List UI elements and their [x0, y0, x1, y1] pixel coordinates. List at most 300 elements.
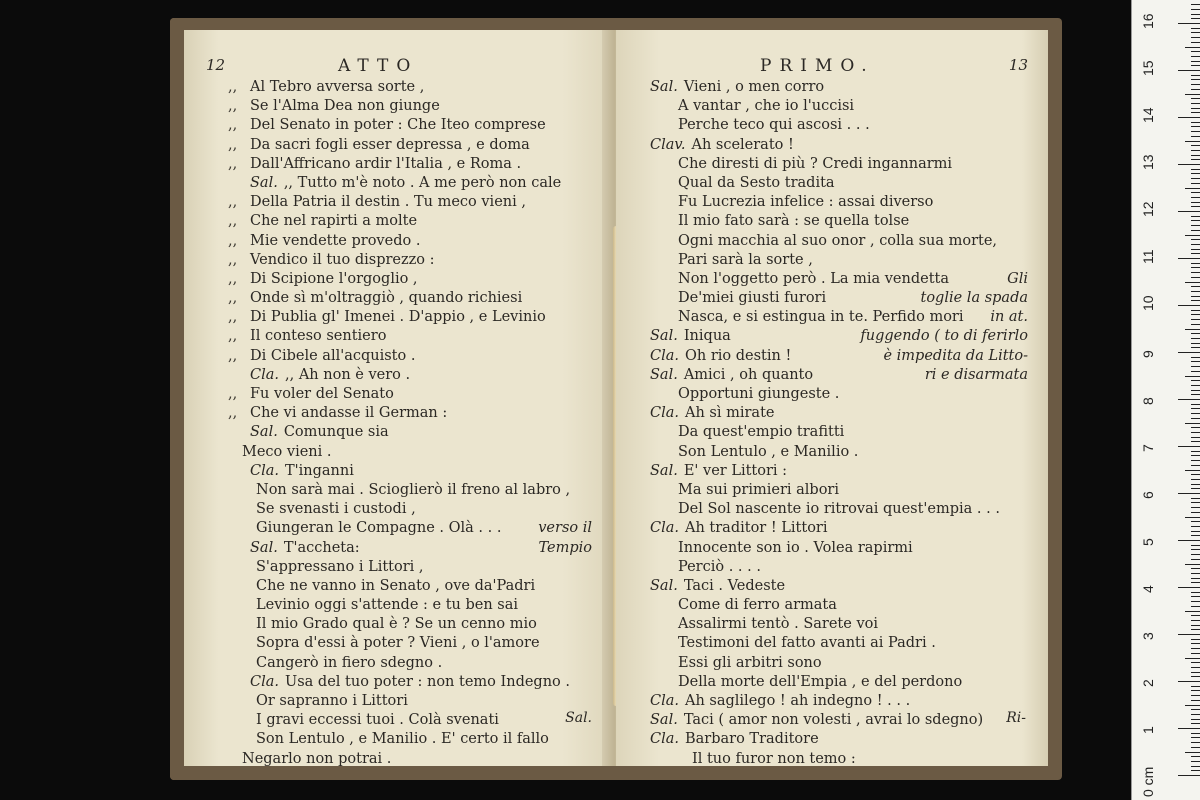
left-text-line — [228, 327, 594, 346]
right-text-line — [650, 289, 1030, 308]
right-text-line — [650, 711, 1030, 730]
ruler-tick — [1191, 28, 1200, 29]
ruler-tick — [1191, 159, 1200, 160]
verse-text: ,, Ah non è vero . — [285, 366, 411, 383]
stage-direction: toglie la spada — [920, 290, 1028, 307]
ruler-tick — [1185, 517, 1200, 518]
ruler-tick — [1191, 220, 1200, 221]
ruler-tick — [1191, 592, 1200, 593]
ruler-tick — [1191, 441, 1200, 442]
ruler-tick — [1178, 305, 1200, 306]
ruler-tick — [1191, 723, 1200, 724]
speaker-label: Sal. — [650, 712, 678, 729]
speaker-label: Clav. — [650, 136, 686, 153]
ruler-label: 15 — [1140, 60, 1156, 76]
right-catchword: Ri- — [1006, 710, 1026, 726]
ruler-tick — [1191, 714, 1200, 715]
verse-text: Che diresti di più ? Credi ingannarmi — [678, 155, 953, 172]
ruler-label: 4 — [1140, 585, 1156, 593]
ruler-tick — [1185, 752, 1200, 753]
stage-direction: fuggendo ( to di ferirlo — [860, 328, 1028, 345]
ruler-tick — [1185, 470, 1200, 471]
ruler-tick — [1191, 169, 1200, 170]
ruler-tick — [1191, 319, 1200, 320]
ruler-tick — [1191, 451, 1200, 452]
stage-direction: in at. — [990, 309, 1028, 326]
verse-text: Del Senato in poter : Che Iteo comprese — [250, 117, 546, 134]
ruler-tick — [1191, 112, 1200, 113]
ruler-label: 14 — [1140, 107, 1156, 123]
ruler-tick — [1191, 89, 1200, 90]
verse-text: Sopra d'essi à poter ? Vieni , o l'amore — [256, 635, 540, 652]
ruler-tick — [1191, 239, 1200, 240]
ruler-tick — [1191, 131, 1200, 132]
ruler-tick — [1191, 554, 1200, 555]
quote-mark: ,, — [228, 117, 238, 134]
verse-text: Della morte dell'Empia , e del perdono — [678, 673, 963, 690]
verse-text: Se l'Alma Dea non giunge — [250, 98, 440, 115]
verse-text: Da quest'empio trafitti — [678, 424, 845, 441]
ruler-tick — [1191, 300, 1200, 301]
left-text-line — [228, 385, 594, 404]
ruler-tick — [1178, 681, 1200, 682]
right-text-line — [650, 347, 1030, 366]
left-text-line — [228, 596, 594, 615]
verse-text: Oh rio destin ! — [685, 347, 792, 364]
right-text-line — [650, 443, 1030, 462]
verse-text: Se svenasti i custodi , — [256, 501, 416, 518]
ruler-tick — [1191, 37, 1200, 38]
ruler-tick — [1185, 94, 1200, 95]
left-text-line — [228, 116, 594, 135]
verse-text: Perciò . . . . — [678, 558, 761, 575]
ruler-label: 7 — [1140, 444, 1156, 452]
ruler-label: 3 — [1140, 632, 1156, 640]
speaker-label: Sal. — [650, 328, 678, 345]
left-text-line — [228, 347, 594, 366]
ruler-tick — [1191, 427, 1200, 428]
left-text-line — [228, 404, 594, 423]
ruler-tick — [1178, 446, 1200, 447]
ruler-tick — [1185, 658, 1200, 659]
right-text-line — [650, 404, 1030, 423]
speaker-label: Cla. — [650, 520, 679, 537]
ruler-tick — [1191, 230, 1200, 231]
quote-mark: ,, — [228, 251, 238, 268]
verse-text: Di Scipione l'orgoglio , — [250, 270, 418, 287]
ruler-tick — [1191, 437, 1200, 438]
right-text-line — [650, 97, 1030, 116]
left-text-line — [228, 78, 594, 97]
ruler-tick — [1191, 357, 1200, 358]
speaker-label: Cla. — [650, 693, 679, 709]
verse-text: Ah traditor ! Littori — [685, 520, 828, 537]
quote-mark: ,, — [228, 213, 238, 230]
verse-text: Iniqua — [683, 328, 731, 345]
ruler-tick — [1191, 709, 1200, 710]
ruler-tick — [1178, 634, 1200, 635]
ruler-tick — [1191, 216, 1200, 217]
ruler-tick — [1191, 150, 1200, 151]
ruler-tick — [1191, 108, 1200, 109]
right-page-title: PRIMO. — [760, 56, 875, 76]
speaker-label: Sal. — [250, 424, 278, 441]
ruler-tick — [1191, 742, 1200, 743]
verse-text: Nasca, e si estingua in te. Perfido mori — [678, 309, 964, 326]
ruler-tick — [1191, 672, 1200, 673]
stage-direction: Tempio — [538, 539, 592, 556]
speaker-label: Sal. — [650, 577, 678, 594]
verse-text: Che ne vanno in Senato , ove da'Padri — [256, 577, 536, 594]
ruler-label: 12 — [1140, 201, 1156, 217]
left-text-line — [228, 519, 594, 538]
ruler-tick — [1191, 498, 1200, 499]
left-text-line — [228, 366, 594, 385]
ruler-tick — [1191, 535, 1200, 536]
ruler-tick — [1191, 145, 1200, 146]
ruler-tick — [1191, 719, 1200, 720]
ruler-tick — [1191, 286, 1200, 287]
ruler-tick — [1191, 700, 1200, 701]
verse-text: Usa del tuo poter : non temo Indegno . — [285, 673, 570, 690]
ruler-tick — [1191, 474, 1200, 475]
ruler-tick — [1191, 667, 1200, 668]
speaker-label: Sal. — [650, 462, 678, 479]
ruler-tick — [1191, 643, 1200, 644]
ruler-tick — [1191, 136, 1200, 137]
right-text-line — [650, 232, 1030, 251]
ruler-tick — [1185, 376, 1200, 377]
verse-text: Assalirmi tentò . Sarete voi — [678, 616, 878, 633]
ruler-tick — [1191, 338, 1200, 339]
verse-text: Fu voler del Senato — [250, 386, 394, 402]
ruler-tick — [1191, 639, 1200, 640]
quote-mark: ,, — [228, 386, 238, 402]
verse-text: Da sacri fogli esser depressa , e doma — [250, 136, 530, 153]
quote-mark: ,, — [228, 347, 238, 364]
verse-text: Al Tebro avversa sorte , — [250, 79, 425, 95]
verse-text: Del Sol nascente io ritrovai quest'empia . . . — [678, 501, 1000, 518]
verse-text: Non sarà mai . Scioglierò il freno al labro , — [256, 481, 571, 498]
quote-mark: ,, — [228, 232, 238, 249]
ruler-tick — [1191, 573, 1200, 574]
ruler-label: 2 — [1140, 679, 1156, 687]
verse-text: Cangerò in fiero sdegno . — [256, 654, 443, 671]
ruler-tick — [1191, 18, 1200, 19]
stage-direction: Gli — [1007, 270, 1028, 287]
speaker-label: Cla. — [250, 366, 279, 383]
verse-text: Di Cibele all'acquisto . — [250, 347, 416, 364]
ruler-tick — [1191, 432, 1200, 433]
right-text-line — [650, 116, 1030, 135]
ruler-tick — [1185, 564, 1200, 565]
left-text-line — [228, 308, 594, 327]
verse-text: Comunque sia — [283, 424, 389, 441]
ruler-label: 6 — [1140, 491, 1156, 499]
right-text-line — [650, 500, 1030, 519]
right-text-line — [650, 692, 1030, 711]
verse-text: Della Patria il destin . Tu meco vieni , — [250, 194, 526, 211]
left-text-line — [228, 212, 594, 231]
ruler-tick — [1191, 103, 1200, 104]
ruler-label: 11 — [1140, 249, 1156, 264]
ruler-tick — [1191, 761, 1200, 762]
speaker-label: Sal. — [250, 174, 278, 191]
verse-text: Mie vendette provedo . — [250, 232, 421, 249]
ruler-label: 13 — [1140, 154, 1156, 170]
ruler-tick — [1191, 531, 1200, 532]
stage-direction: ri e disarmata — [924, 366, 1028, 383]
ruler-tick — [1185, 611, 1200, 612]
ruler-tick — [1191, 272, 1200, 273]
ruler-tick — [1191, 380, 1200, 381]
right-text-line — [650, 481, 1030, 500]
quote-mark: ,, — [228, 328, 238, 345]
verse-text: Qual da Sesto tradita — [678, 174, 835, 191]
ruler-tick — [1191, 418, 1200, 419]
verse-text: Giungeran le Compagne . Olà . . . — [256, 520, 502, 537]
ruler-tick — [1185, 282, 1200, 283]
ruler-tick — [1191, 507, 1200, 508]
ruler-tick — [1191, 371, 1200, 372]
ruler-tick — [1191, 75, 1200, 76]
left-text-line — [228, 711, 594, 730]
ruler-tick — [1191, 582, 1200, 583]
ruler-tick — [1191, 413, 1200, 414]
verse-text: Perche teco qui ascosi . . . — [678, 117, 870, 134]
ruler-tick — [1191, 122, 1200, 123]
verse-text: Onde sì m'oltraggiò , quando richiesi — [250, 290, 523, 307]
right-text-line — [650, 270, 1030, 289]
left-text-line — [228, 577, 594, 596]
left-text-line — [228, 750, 594, 769]
right-text-line — [650, 78, 1030, 97]
left-text-line — [228, 136, 594, 155]
ruler-tick — [1191, 361, 1200, 362]
ruler-tick — [1191, 253, 1200, 254]
left-text-line — [228, 193, 594, 212]
ruler-tick — [1191, 625, 1200, 626]
ruler-tick — [1191, 277, 1200, 278]
verse-text: Il mio Grado qual è ? Se un cenno mio — [256, 616, 537, 633]
ruler-tick — [1191, 606, 1200, 607]
measurement-ruler — [1131, 0, 1200, 800]
left-text-line — [228, 232, 594, 251]
ruler-tick — [1191, 484, 1200, 485]
ruler-tick — [1191, 766, 1200, 767]
ruler-tick — [1191, 79, 1200, 80]
verse-text: Or sapranno i Littori — [256, 693, 408, 709]
ruler-label: 5 — [1140, 538, 1156, 546]
verse-text: Essi gli arbitri sono — [678, 654, 822, 671]
ruler-tick — [1191, 488, 1200, 489]
ruler-tick — [1185, 235, 1200, 236]
ruler-tick — [1191, 615, 1200, 616]
ruler-tick — [1191, 314, 1200, 315]
left-text-line — [228, 634, 594, 653]
verse-text: Che vi andasse il German : — [250, 405, 448, 422]
right-page — [616, 30, 1048, 766]
ruler-tick — [1185, 423, 1200, 424]
ruler-tick — [1191, 526, 1200, 527]
left-text-line — [228, 97, 594, 116]
ruler-tick — [1191, 244, 1200, 245]
verse-text: Non l'oggetto però . La mia vendetta — [678, 270, 950, 287]
verse-text: Opportuni giungeste . — [678, 386, 840, 402]
ruler-tick — [1191, 263, 1200, 264]
speaker-label: Cla. — [650, 347, 679, 364]
ruler-tick — [1191, 521, 1200, 522]
verse-text: Taci . Vedeste — [683, 577, 786, 594]
verse-text: Che nel rapirti a molte — [250, 213, 418, 230]
right-text-line — [650, 539, 1030, 558]
ruler-tick — [1191, 32, 1200, 33]
ruler-tick — [1191, 14, 1200, 15]
ruler-tick — [1178, 775, 1200, 776]
ruler-tick — [1191, 291, 1200, 292]
left-text-line — [228, 692, 594, 711]
ruler-tick — [1191, 4, 1200, 5]
ruler-tick — [1178, 23, 1200, 24]
ruler-tick — [1178, 399, 1200, 400]
left-text-line — [228, 730, 594, 749]
left-page-number: 12 — [206, 56, 226, 74]
verse-text: Ogni macchia al suo onor , colla sua morte, — [678, 232, 998, 249]
verse-text: Ah scelerato ! — [691, 136, 794, 153]
speaker-label: Cla. — [650, 405, 679, 422]
ruler-tick — [1191, 56, 1200, 57]
ruler-tick — [1191, 690, 1200, 691]
speaker-label: Sal. — [250, 539, 278, 556]
ruler-tick — [1191, 756, 1200, 757]
ruler-tick — [1191, 84, 1200, 85]
ruler-tick — [1191, 206, 1200, 207]
quote-mark: ,, — [228, 79, 238, 95]
right-text-line — [650, 193, 1030, 212]
right-text-line — [650, 615, 1030, 634]
left-text-line — [228, 539, 594, 558]
left-text-line — [228, 289, 594, 308]
ruler-tick — [1185, 188, 1200, 189]
verse-text: Levinio oggi s'attende : e tu ben sai — [256, 597, 519, 614]
verse-text: A vantar , che io l'uccisi — [678, 98, 855, 115]
ruler-tick — [1191, 549, 1200, 550]
ruler-label: 9 — [1140, 350, 1156, 358]
verse-text: Barbaro Traditore — [685, 731, 819, 748]
ruler-tick — [1191, 296, 1200, 297]
ruler-label: 10 — [1140, 295, 1156, 311]
ruler-tick — [1178, 728, 1200, 729]
ruler-label: 16 — [1140, 13, 1156, 29]
left-catchword: Sal. — [565, 710, 592, 726]
ruler-tick — [1191, 568, 1200, 569]
ruler-tick — [1191, 559, 1200, 560]
verse-text: Il mio fato sarà : se quella tolse — [678, 213, 910, 230]
right-text-line — [650, 136, 1030, 155]
ruler-tick — [1191, 173, 1200, 174]
ruler-label: 0 cm — [1140, 766, 1156, 797]
speaker-label: Sal. — [650, 79, 678, 95]
ruler-tick — [1178, 117, 1200, 118]
right-text-line — [650, 212, 1030, 231]
ruler-tick — [1191, 747, 1200, 748]
ruler-tick — [1191, 178, 1200, 179]
verse-text: Meco vieni . — [242, 443, 332, 460]
left-text-line — [228, 423, 594, 442]
ruler-tick — [1191, 596, 1200, 597]
ruler-tick — [1191, 676, 1200, 677]
ruler-tick — [1191, 51, 1200, 52]
ruler-tick — [1178, 540, 1200, 541]
ruler-tick — [1191, 333, 1200, 334]
verse-text: Il conteso sentiero — [250, 328, 387, 345]
ruler-tick — [1178, 587, 1200, 588]
ruler-tick — [1191, 479, 1200, 480]
right-text-line — [650, 577, 1030, 596]
verse-text: Son Lentulo , e Manilio . E' certo il fallo — [256, 731, 549, 748]
verse-text: Come di ferro armata — [678, 597, 837, 614]
left-text-line — [228, 251, 594, 270]
ruler-tick — [1191, 629, 1200, 630]
left-text-line — [228, 270, 594, 289]
verse-text: Pari sarà la sorte , — [678, 251, 813, 268]
left-text-line — [228, 558, 594, 577]
ruler-tick — [1191, 42, 1200, 43]
right-text-line — [650, 673, 1030, 692]
ruler-tick — [1191, 61, 1200, 62]
right-text-line — [650, 634, 1030, 653]
right-text-line — [650, 174, 1030, 193]
verse-text: Fu Lucrezia infelice : assai diverso — [678, 194, 934, 211]
ruler-tick — [1191, 455, 1200, 456]
verse-text: S'appressano i Littori , — [256, 558, 424, 575]
ruler-tick — [1191, 408, 1200, 409]
ruler-tick — [1191, 512, 1200, 513]
ruler-tick — [1191, 737, 1200, 738]
right-text-line — [650, 730, 1030, 749]
verse-text: Vieni , o men corro — [683, 79, 825, 95]
verse-text: T'accheta: — [283, 539, 360, 556]
left-text-line — [228, 174, 594, 193]
verse-text: T'inganni — [285, 462, 354, 479]
ruler-tick — [1191, 686, 1200, 687]
verse-text: Ma sui primieri albori — [678, 481, 839, 498]
ruler-tick — [1191, 324, 1200, 325]
verse-text: Amici , oh quanto — [683, 366, 814, 383]
quote-mark: ,, — [228, 270, 238, 287]
ruler-tick — [1191, 98, 1200, 99]
right-page-header — [650, 56, 1030, 78]
right-text-line — [650, 308, 1030, 327]
right-text-line — [650, 423, 1030, 442]
ruler-tick — [1191, 460, 1200, 461]
quote-mark: ,, — [228, 194, 238, 211]
ruler-tick — [1191, 578, 1200, 579]
right-page-text — [650, 78, 1030, 769]
ruler-tick — [1191, 502, 1200, 503]
ruler-tick — [1191, 197, 1200, 198]
ruler-label: 1 — [1140, 726, 1156, 734]
verse-text: Innocente son io . Volea rapirmi — [678, 539, 913, 556]
right-text-line — [650, 596, 1030, 615]
verse-text: Son Lentulo , e Manilio . — [678, 443, 859, 460]
ruler-tick — [1178, 164, 1200, 165]
ruler-tick — [1191, 183, 1200, 184]
verse-text: Dall'Affricano ardir l'Italia , e Roma . — [250, 155, 522, 172]
quote-mark: ,, — [228, 290, 238, 307]
open-book — [170, 18, 1062, 780]
quote-mark: ,, — [228, 309, 238, 326]
